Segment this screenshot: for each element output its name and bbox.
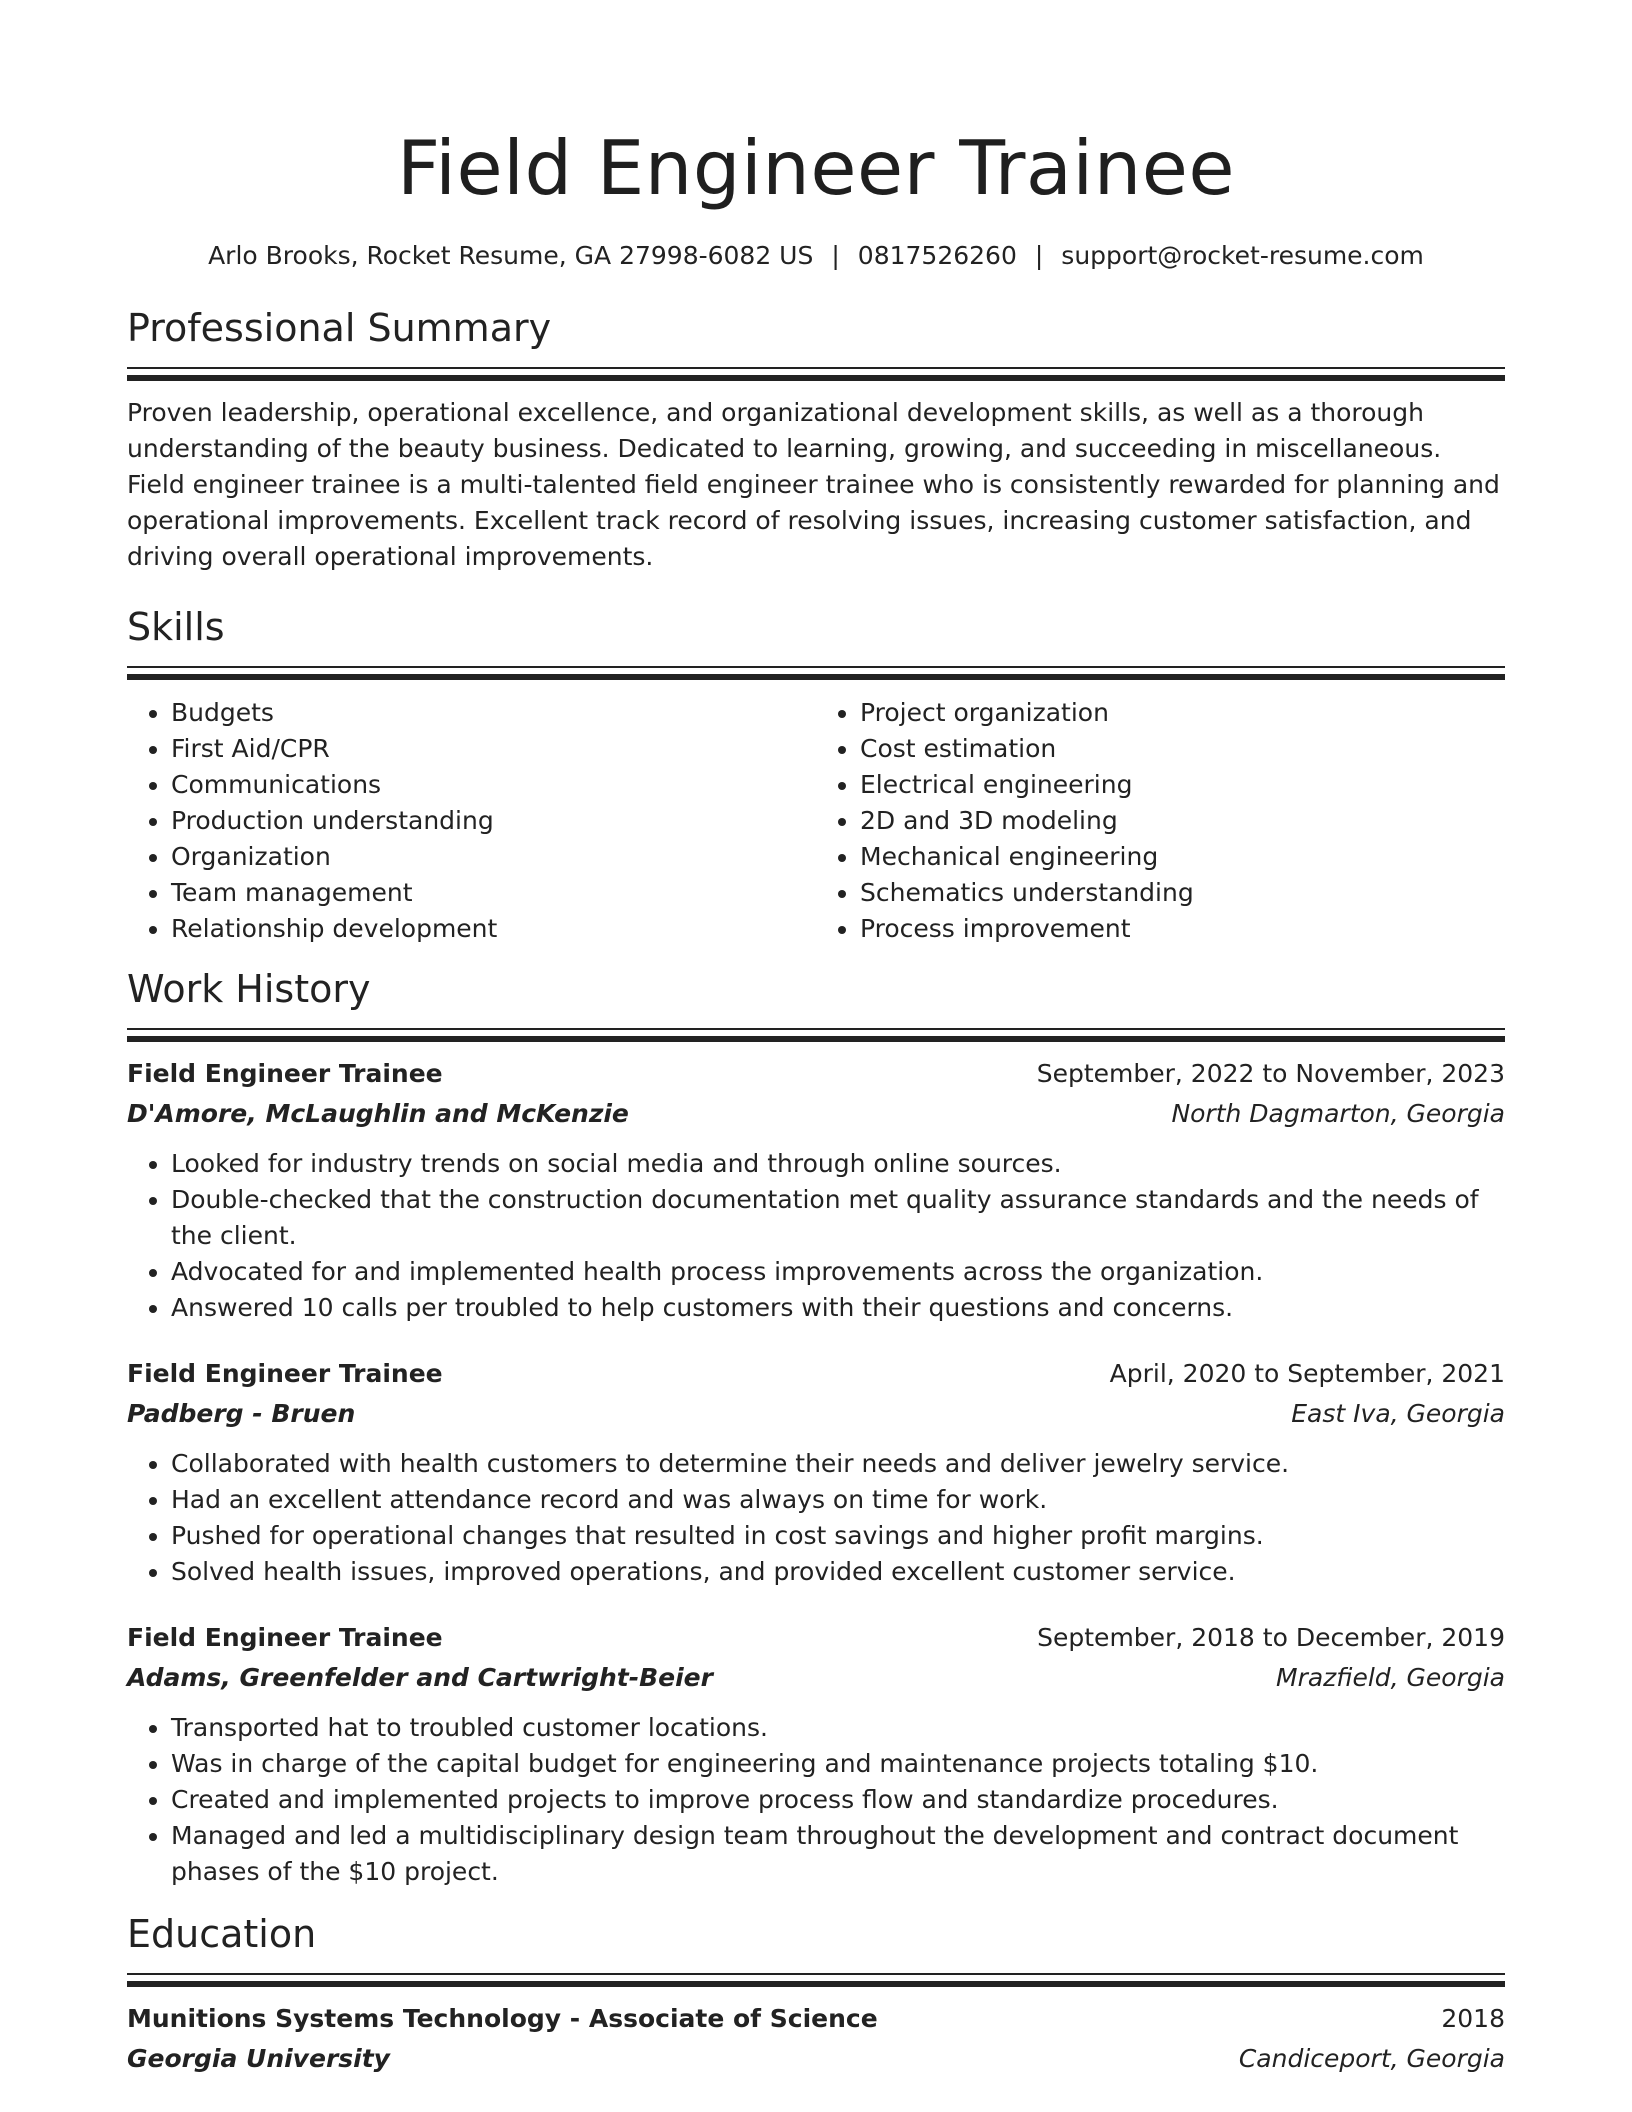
summary-section	[127, 306, 1505, 575]
contact-email: support@rocket-resume.com	[1061, 241, 1424, 270]
skill-item: • Team management	[171, 875, 816, 911]
contact-line	[127, 240, 1505, 272]
job-location: North Dagmarton, Georgia	[1171, 1099, 1505, 1128]
work-section	[127, 967, 1505, 1890]
contact-address: Arlo Brooks, Rocket Resume, GA 27998-6082 US	[208, 241, 814, 270]
job-company: Padberg - Bruen	[127, 1399, 356, 1428]
skill-item: • Process improvement	[860, 911, 1505, 947]
section-divider	[127, 1973, 1505, 1987]
skills-heading: Skills	[127, 605, 225, 649]
job-dates: September, 2022 to November, 2023	[1036, 1059, 1505, 1088]
resume-title: Field Engineer Trainee	[396, 124, 1236, 212]
job-bullet: • Solved health issues, improved operations, and provided excellent customer service.	[171, 1554, 1505, 1590]
contact-phone: 0817526260	[857, 241, 1017, 270]
job-bullet: • Collaborated with health customers to determine their needs and deliver jewelry service.	[171, 1446, 1505, 1482]
job-bullet: • Created and implemented projects to improve process flow and standardize procedures.	[171, 1782, 1505, 1818]
skill-item: • Relationship development	[171, 911, 816, 947]
job-bullet: • Pushed for operational changes that resulted in cost savings and higher profit margins.	[171, 1518, 1505, 1554]
education-heading: Education	[127, 1912, 317, 1956]
job-entry	[127, 1618, 1505, 1890]
job-bullets	[127, 1446, 1505, 1590]
summary-text: Proven leadership, operational excellence, and organizational development skills, as well as a thorough understanding of the beauty business. Dedicated to learning, growing, and succeeding in miscellaneous. Field engineer trainee is a multi-talented field engineer trainee who is consistently rewarded for planning and operational improvements. Excellent track record of resolving issues, increasing customer satisfaction, and driving overall operational improvements.	[127, 398, 1500, 571]
skill-item: • First Aid/CPR	[171, 731, 816, 767]
job-bullets	[127, 1146, 1505, 1326]
job-bullet: • Advocated for and implemented health process improvements across the organization.	[171, 1254, 1505, 1290]
skill-item: • 2D and 3D modeling	[860, 803, 1505, 839]
skill-item: • Organization	[171, 839, 816, 875]
education-year: 2018	[1441, 2004, 1505, 2033]
job-entry	[127, 1354, 1505, 1590]
contact-separator: |	[831, 241, 840, 270]
job-bullet: • Looked for industry trends on social media and through online sources.	[171, 1146, 1505, 1182]
section-divider	[127, 666, 1505, 680]
job-bullet: • Was in charge of the capital budget for engineering and maintenance projects totaling $10.	[171, 1746, 1505, 1782]
education-entry	[127, 1999, 1505, 2079]
skill-item: • Communications	[171, 767, 816, 803]
skills-list	[127, 695, 1505, 947]
job-company: D'Amore, McLaughlin and McKenzie	[127, 1099, 629, 1128]
education-school: Georgia University	[127, 2044, 390, 2073]
skills-column-left	[127, 695, 816, 947]
education-degree: Munitions Systems Technology - Associate of Science	[127, 2004, 878, 2033]
education-location: Candiceport, Georgia	[1238, 2044, 1505, 2073]
skill-item: • Project organization	[860, 695, 1505, 731]
work-heading: Work History	[127, 967, 371, 1011]
skill-item: • Budgets	[171, 695, 816, 731]
skills-section	[127, 605, 1505, 947]
job-dates: April, 2020 to September, 2021	[1109, 1359, 1505, 1388]
job-bullet: • Answered 10 calls per troubled to help customers with their questions and concerns.	[171, 1290, 1505, 1326]
skill-item: • Schematics understanding	[860, 875, 1505, 911]
section-divider	[127, 1028, 1505, 1042]
job-title: Field Engineer Trainee	[127, 1359, 443, 1388]
education-section	[127, 1912, 1505, 2079]
summary-heading: Professional Summary	[127, 306, 552, 350]
skills-column-right	[816, 695, 1505, 947]
contact-separator: |	[1034, 241, 1044, 270]
job-bullet: • Managed and led a multidisciplinary design team throughout the development and contract document phases of the $10 project.	[171, 1818, 1505, 1890]
job-company: Adams, Greenfelder and Cartwright-Beier	[127, 1663, 713, 1692]
job-title: Field Engineer Trainee	[127, 1623, 443, 1652]
job-location: East Iva, Georgia	[1291, 1399, 1505, 1428]
section-divider	[127, 367, 1505, 381]
job-entry	[127, 1054, 1505, 1326]
skill-item: • Electrical engineering	[860, 767, 1505, 803]
job-bullet: • Double-checked that the construction documentation met quality assurance standards and the needs of the client.	[171, 1182, 1505, 1254]
job-bullets	[127, 1710, 1505, 1890]
skill-item: • Mechanical engineering	[860, 839, 1505, 875]
job-bullet: • Had an excellent attendance record and was always on time for work.	[171, 1482, 1505, 1518]
skill-item: • Production understanding	[171, 803, 816, 839]
job-location: Mrazfield, Georgia	[1276, 1663, 1505, 1692]
job-dates: September, 2018 to December, 2019	[1037, 1623, 1505, 1652]
job-bullet: • Transported hat to troubled customer locations.	[171, 1710, 1505, 1746]
job-title: Field Engineer Trainee	[127, 1059, 443, 1088]
skill-item: • Cost estimation	[860, 731, 1505, 767]
